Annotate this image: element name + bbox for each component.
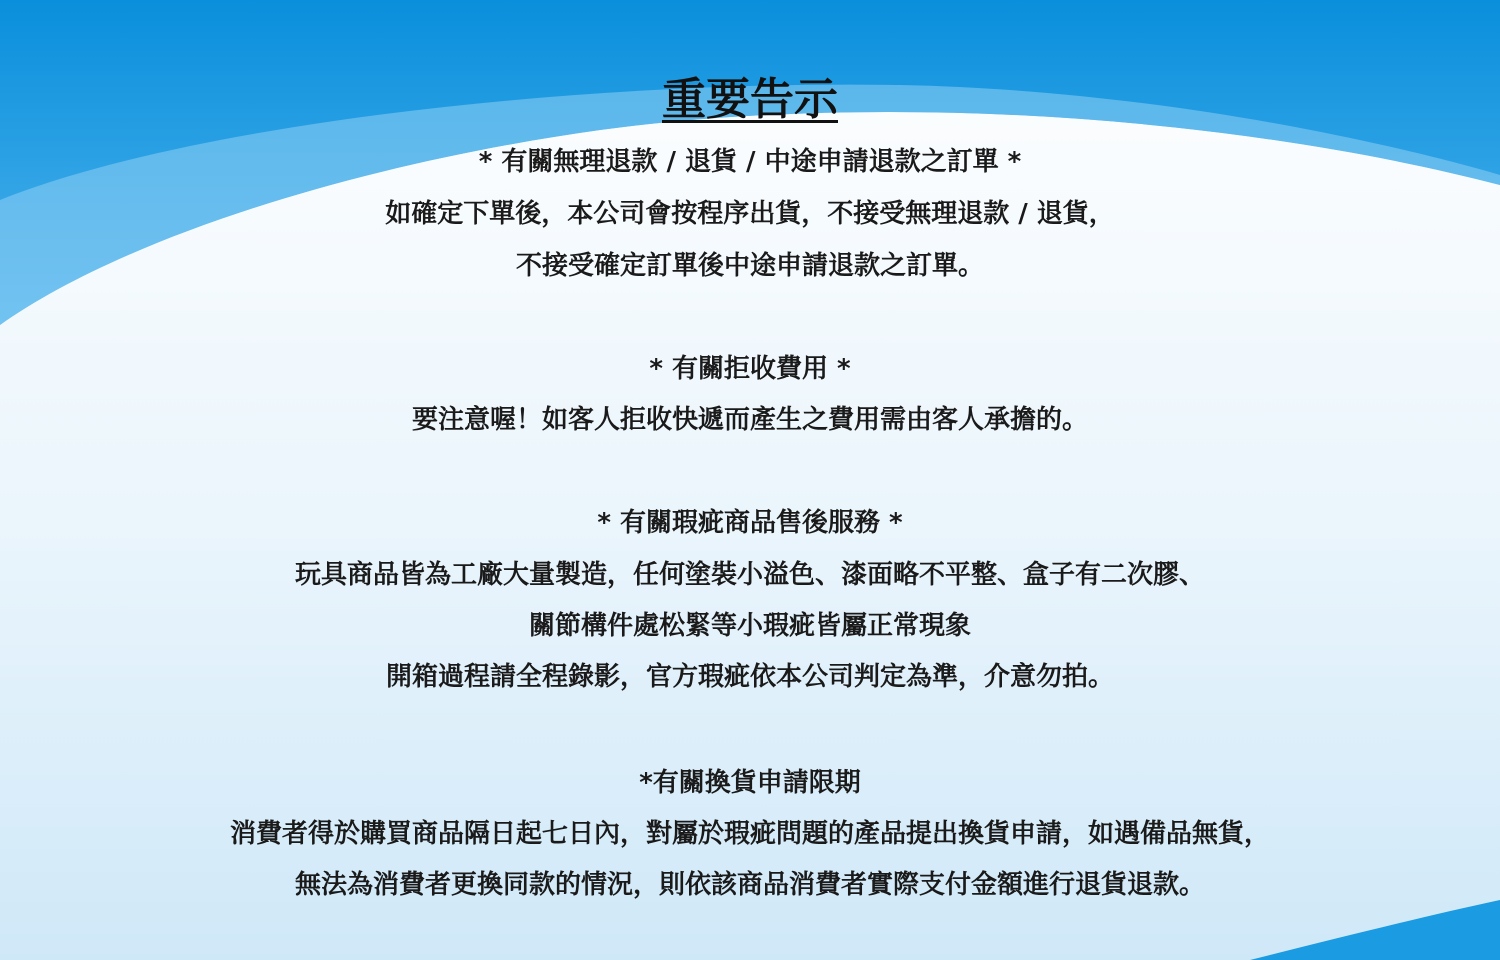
section-text-refund-1: 如確定下單後，本公司會按程序出貨，不接受無理退款 / 退貨， xyxy=(385,199,1115,229)
section-text-defect-2: 關節構件處松緊等小瑕疵皆屬正常現象 xyxy=(528,611,971,641)
section-heading-refund: * 有關無理退款 / 退貨 / 中途申請退款之訂單 * xyxy=(478,147,1022,177)
section-heading-exchange: *有關換貨申請限期 xyxy=(639,768,861,798)
page-title: 重要告示 xyxy=(662,74,838,125)
section-heading-defect: * 有關瑕疵商品售後服務 * xyxy=(597,508,903,538)
section-text-exchange-2: 無法為消費者更換同款的情況，則依該商品消費者實際支付金額進行退貨退款。 xyxy=(294,870,1205,900)
section-text-rejection-fee-1: 要注意喔！如客人拒收快遞而產生之費用需由客人承擔的。 xyxy=(411,405,1088,435)
section-text-defect-3: 開箱過程請全程錄影，官方瑕疵依本公司判定為準，介意勿拍。 xyxy=(385,662,1114,692)
section-heading-rejection-fee: * 有關拒收費用 * xyxy=(649,354,851,384)
section-text-refund-2: 不接受確定訂單後中途申請退款之訂單。 xyxy=(515,251,984,281)
section-text-defect-1: 玩具商品皆為工廠大量製造，任何塗裝小溢色、漆面略不平整、盒子有二次膠、 xyxy=(294,560,1205,590)
section-text-exchange-1: 消費者得於購買商品隔日起七日內，對屬於瑕疵問題的產品提出換貨申請，如遇備品無貨， xyxy=(229,819,1270,849)
